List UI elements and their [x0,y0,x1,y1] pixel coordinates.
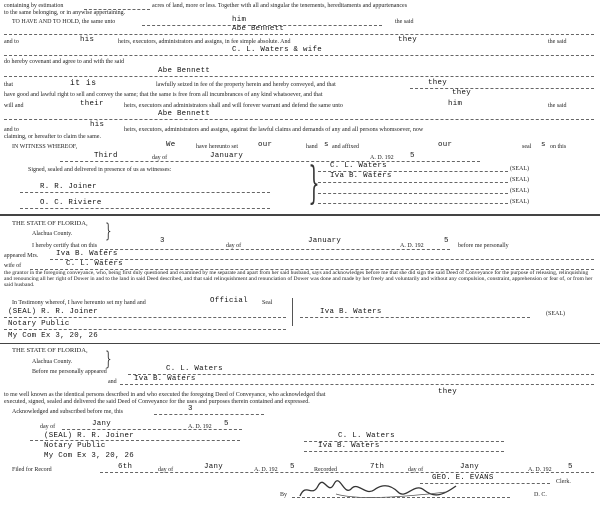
ack1-name: Iva B. Waters [56,250,118,258]
grantor-name: C. L. Waters & wife [232,46,322,54]
state-heading-1: THE STATE OF FLORIDA, [12,220,88,227]
notary-stamp-1: (SEAL) R. R. Joiner [8,308,98,316]
witness-2: O. C. Riviere [40,199,102,207]
recorded-day: 7th [370,463,385,471]
clerk-name: GEO. E. EVANS [432,474,494,482]
execution-year: 5 [410,152,415,160]
deed-line-2: to the same belonging, or in anywise appertaining. [4,10,126,16]
dower-paragraph: the grantor in the foregoing conveyance, who, being first duly questioned and examined by me separate and apart from her said husband, says and acknowledges before me that she did sign the said Deed of Conveyance for the purpose of releasing, relinquishing and renouncing all her right of Dower in and to the land in said Deed described, and that said relinquishment and renunciation of Dower was done and made by her freely and voluntarily and without any compulsion, constraint, apprehension or fear of, or from her said husband. [4,270,593,289]
ack1-signature: Iva B. Waters [320,308,382,316]
execution-day: Third [94,152,118,160]
execution-month: January [210,152,244,160]
ack2-month: Jany [92,420,111,428]
notary-stamp-4: (SEAL) R. R. Joiner [44,432,134,440]
deed-line-1: containing by estimation [4,3,64,9]
ack1-month: January [308,237,342,245]
grantee-pronoun: him [232,16,247,24]
deed-line-1b: acres of land, more or less. Together with all and singular the tenements, hereditaments and appurtenances [152,3,408,9]
notary-stamp-6: My Com Ex 3, 20, 26 [44,452,134,460]
signer-2: Iva B. Waters [330,172,392,180]
ack2-name-2: Iva B. Waters [134,375,196,383]
ack1-husband: C. L. Waters [66,260,123,268]
witness-1: R. R. Joiner [40,183,97,191]
filed-day: 6th [118,463,133,471]
ack2-signature-1: C. L. Waters [338,432,395,440]
filed-month: Jany [204,463,223,471]
notary-stamp-5: Notary Public [44,442,106,450]
notary-stamp-2: Notary Public [8,320,70,328]
recorded-month: Jany [460,463,479,471]
grantee-name: Abe Bennett [232,25,285,33]
state-heading-2: THE STATE OF FLORIDA, [12,347,88,354]
ack2-name-1: C. L. Waters [166,365,223,373]
deed-line-3: TO HAVE AND TO HOLD, the same unto [12,19,116,25]
notary-stamp-3: My Com Ex 3, 20, 26 [8,332,98,340]
signer-1: C. L. Waters [330,162,387,170]
ack2-signature-2: Iva B. Waters [318,442,380,450]
deputy-clerk-signature [296,478,466,502]
witness-label: Signed, sealed and delivered in presence of us as witnesses: [28,167,172,173]
witness-clause: IN WITNESS WHEREOF, [12,144,78,150]
